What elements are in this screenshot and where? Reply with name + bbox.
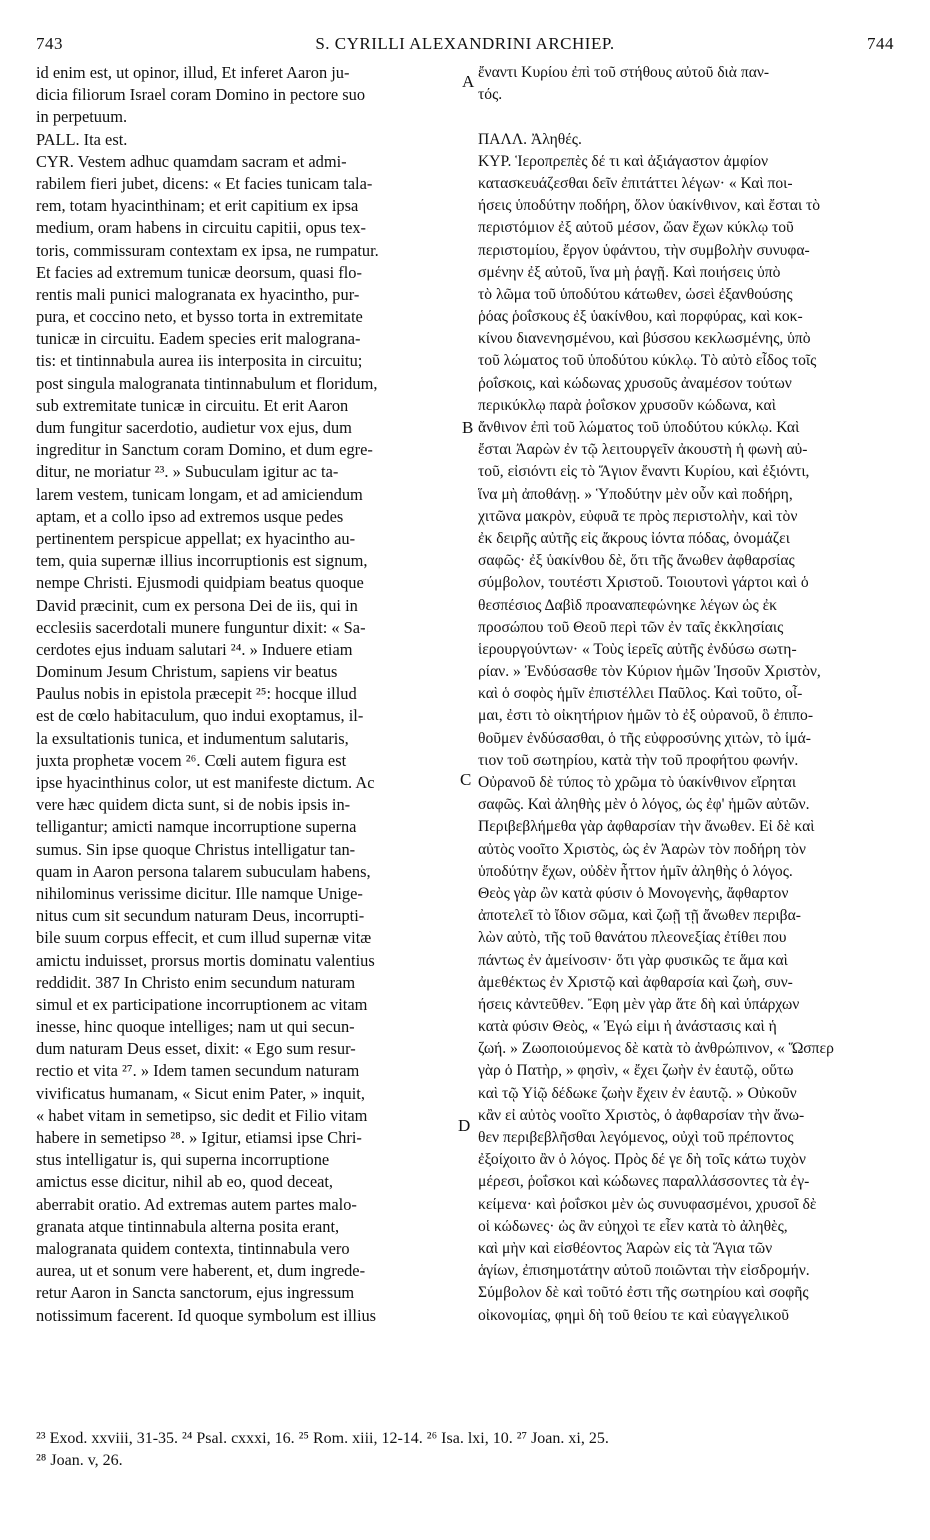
latin-text-line: vere hæc quidem dicta sunt, si de nobis ipsis in- [36,795,351,815]
footnote-line: ²⁸ Joan. v, 26. [36,1452,123,1469]
greek-text-line: περικύκλῳ παρὰ ῥοΐσκον χρυσοῦν κώδωνα, καὶ [478,396,776,414]
latin-text-line: cerdotes ejus induam salutari ²⁴. » Induere etiam [36,639,353,659]
greek-text-line: ῥοΐσκοις, καὶ κώδωνας χρυσοῦς ἀναμέσον τούτων [478,374,792,392]
latin-text-line: vivificatus humanam, « Sicut enim Pater, » inquit, [36,1083,365,1103]
latin-text-line: Paulus nobis in epistola præcepit ²⁵: hocque illud [36,684,357,704]
greek-text-line: ἐκ δειρῆς αὐτῆς εἰς ἄκρους ἰόντα πόδας, ὀνομάζει [478,529,790,547]
latin-text-line: larem vestem, tunicam longam, et ad amiciendum [36,484,363,504]
running-header [36,34,894,60]
greek-text-line: κἂν εἰ αὐτὸς νοοῖτο Χριστὸς, ὁ ἀφθαρσίαν τὴν ἄνω- [478,1106,805,1124]
greek-text-line: σαφῶς. Καὶ ἀληθὴς μὲν ὁ λόγος, ὡς ἐφ' ἡμῶν αὐτῶν. [478,796,810,814]
greek-text-line: Θεὸς γὰρ ὢν κατὰ φύσιν ὁ Μονογενὴς, ἄφθαρτον [478,884,789,902]
greek-text-line: ήσεις κἀντεῦθεν. Ἔφη μὲν γὰρ ἅτε δὴ καὶ ὑπάρχων [478,995,800,1013]
greek-text-line: κατασκευάζεσθαι δεῖν ἐπιτάττει λέγων· « Καὶ ποι- [478,174,793,192]
latin-text-line: stus intelligatur is, qui superna incorruptione [36,1150,330,1170]
greek-text-line: καὶ μὴν καὶ εἰσθέοντος Ἀαρὼν εἰς τὰ Ἅγια τῶν [478,1239,773,1257]
latin-text-line: Et facies ad extremum tunicæ deorsum, quasi flo- [36,262,362,282]
latin-text-line: rem, totam hyacinthinam; et erit capitium ex ipsa [36,196,359,216]
latin-text-line: pura, et coccino neto, et bysso torta in extremitate [36,307,363,327]
latin-text-line: tem, quia supernæ illius incorruptionis est signum, [36,551,368,571]
greek-text-line: μέρεσι, ῥοΐσκοι καὶ κώδωνες παραλλάσσοντες τὰ ἐγ- [478,1173,810,1191]
latin-text-line: telligantur; amicti namque incorruptione superna [36,817,357,837]
margin-marker-d: D [458,1116,471,1135]
latin-column [36,62,456,1327]
latin-text-line: juxta prophetæ vocem ²⁶. Cœli autem figura est [36,750,347,770]
greek-text-line: ἱερουργούντων· « Τοὺς ἱερεῖς αὐτῆς ἐνδύσω σωτη- [478,640,797,658]
latin-text-line: reddidit. 387 In Christo enim secundum naturam [36,972,356,992]
greek-text-line: ρίαν. » Ἐνδύσασθε τὸν Κύριον ἡμῶν Ἰησοῦν Χριστὸν, [478,663,821,681]
greek-text-line: ἵνα μὴ ἀποθάνῃ. » Ὑποδύτην μὲν οὖν καὶ ποδήρη, [478,485,793,503]
footnotes [36,1428,894,1472]
greek-text-line: σαφῶς· ἐξ ὑακίνθου δὲ, ὅτι τῆς ἄνωθεν ἀφθαρσίας [478,552,795,570]
margin-marker-b: B [462,418,474,437]
running-title: S. CYRILLI ALEXANDRINI ARCHIEP. [315,34,615,53]
latin-text-line: sumus. Sin ipse quoque Christus intelligatur tan- [36,839,356,859]
greek-text-line: προσώπου τοῦ Θεοῦ περὶ τῶν ἐν ταῖς ἐκκλησίαις [478,618,784,636]
greek-text-line: τὸ λῶμα τοῦ ὑποδύτου κάτωθεν, ὡσεὶ ἐξανθούσης [478,285,793,303]
greek-text-line: αὐτὸς νοοῖτο Χριστὸς, ὡς ἐν Ἀαρὼν τὸν ποδήρη τὸν [478,840,806,858]
margin-marker-c: C [460,770,472,789]
latin-text-line: tunicæ in circuitu. Eadem species erit malograna- [36,329,361,349]
latin-text-line: granata atque tintinnabula alterna posita erant, [36,1216,340,1236]
latin-text-line: amictus esse dicitur, nihil ab eo, quod deceat, [36,1172,334,1192]
latin-text-line: sub extremitate tunicæ in circuitu. Et erit Aaron [36,395,349,415]
greek-column [478,62,894,1327]
greek-text-line: τός. [478,86,503,104]
latin-text-line: toris, commissuram contextam ex ipsa, ne rumpatur. [36,240,379,260]
page-number-right: 744 [867,34,894,53]
latin-text-line: notissimum facerent. Id quoque symbolum est illius [36,1305,377,1325]
latin-text-line: nihilominus verissime dicitur. Ille namque Unige- [36,883,363,903]
latin-text-line: ipse hyacinthinus color, ut est manifeste dictum. Ac [36,773,375,792]
latin-text-line: Dominum Jesum Christum, sapiens vir beatus [36,662,338,682]
latin-text-line: PALL. Ita est. [36,129,128,149]
latin-text-line: nempe Christi. Ejusmodi quidpiam beatus quoque [36,573,364,593]
latin-text-line: la exsultationis tunica, et indumentum salutaris, [36,728,349,748]
latin-text-line: medium, oram habens in circuitu capitii, opus tex- [36,218,367,238]
greek-text-line: χιτῶνα μακρὸν, εὐφυᾶ τε πρὸς περιστολὴν, καὶ τὸν [478,507,798,525]
latin-text-line: est de cœlo habitaculum, quo indui exoptamus, il- [36,706,364,726]
greek-text-line: σμένην ἐξ αὐτοῦ, ἵνα μὴ ῥαγῇ. Καὶ ποιήσεις ὑπὸ [478,263,781,281]
greek-text-line: κατὰ φύσιν Θεὸς, « Ἐγώ εἰμι ἡ ἀνάστασις καὶ ἡ [478,1018,777,1036]
greek-text-line: οἱ κώδωνες· ὡς ἂν εὐηχοὶ τε εἶεν κατὰ τὸ ἀληθὲς, [478,1217,788,1235]
greek-text-line: μαι, ἐστι τὸ οἰκητήριον ἡμῶν τὸ ἐξ οὐρανοῦ, ὃ ἐπιπο- [478,707,814,725]
greek-text-line: λὼν αὐτὸ, τῆς τοῦ θανάτου πλεονεξίας ἐτίθει που [478,929,787,947]
latin-text-line: quam in Aaron persona talarem subuculam habens, [36,861,371,881]
greek-text-line: ἐξοίχοιτο ἂν ὁ λόγος. Πρὸς δέ γε δὴ τοῖς κάτω τυχὸν [478,1151,806,1169]
latin-text-line: retur Aaron in Sancta sanctorum, ejus ingressum [36,1283,355,1303]
latin-text-line: aptam, et a collo ipso ad extremos usque pedes [36,506,344,526]
greek-text-line: Περιβεβλήμεθα γὰρ ἀφθαρσίαν τὴν ἄνωθεν. Εἰ δὲ καὶ [478,818,815,836]
greek-text-line: τοῦ, εἰσιόντι εἰς τὸ Ἅγιον ἔναντι Κυρίου, καὶ ἐξιόντι, [478,463,810,481]
latin-text-line: id enim est, ut opinor, illud, Et inferet Aaron ju- [36,63,350,82]
latin-text-line: post singula malogranata tintinnabulum et floridum, [36,373,378,393]
greek-text-line: πάντως ἐν ἀμείνοσιν· ὅτι γὰρ φυσικῶς τε ἅμα καὶ [478,951,788,969]
greek-text-line: ΠΑΛΛ. Ἀληθές. [478,130,582,148]
greek-text-line: περιστομίου, ἔργον ὑφάντου, τὴν συμβολὴν συνυφα- [478,241,810,259]
page-number-left: 743 [36,34,63,53]
latin-text-line: « habet vitam in semetipso, sic dedit et Filio vitam [36,1105,368,1125]
greek-text-line: τοῦ λώματος τοῦ ὑποδύτου κύκλῳ. Τὸ αὐτὸ εἶδος τοῖς [478,352,817,370]
greek-text-line: σύμβολον, τουτέστι Χριστοῦ. Τοιουτονὶ γάρτοι καὶ ὁ [478,574,809,592]
latin-text-line: ecclesiis sacerdotali munere funguntur dixit: « Sa- [36,617,366,637]
greek-text-line: κίνου διανενησμένου, καὶ βύσσου κεκλωσμένης, ὑπὸ [478,330,811,348]
latin-text-line: dum naturam Deus esset, dixit: « Ego sum resur- [36,1039,356,1059]
greek-text-line: ΚΥΡ. Ἱεροπρεπὲς δέ τι καὶ ἀξιάγαστον ἀμφίον [478,152,769,170]
latin-text-line: habere in semetipso ²⁸. » Igitur, etiamsi ipse Chri- [36,1128,362,1147]
greek-text-line: θεν περιβεβλῆσθαι λεγόμενος, οὐχὶ τοῦ πρέποντος [478,1129,794,1146]
footnote-line: ²³ Exod. xxviii, 31-35. ²⁴ Psal. cxxxi, 16. ²⁵ Rom. xiii, 12-14. ²⁶ Isa. lxi, 10. ²⁷ Joan. xi, 25. [36,1430,609,1447]
latin-text-line: dicia filiorum Israel coram Domino in pectore suo [36,85,366,105]
greek-text-line: ὑποδύτην ἔχων, οὐδὲν ἧττον ἡμῖν ἀληθὴς ὁ λόγος. [478,862,793,880]
latin-text-line: aberrabit oratio. Ad extremas autem partes malo- [36,1194,357,1214]
latin-text-line: in perpetuum. [36,107,128,127]
greek-text-line: ἀποτελεῖ τὸ ἴδιον σῶμα, καὶ ζωῇ τῇ ἄνωθεν περιβα- [478,907,801,925]
latin-text-line: ditur, ne moriatur ²³. » Subuculam igitur ac ta- [36,462,339,482]
latin-text-line: CYR. Vestem adhuc quamdam sacram et admi- [36,151,347,171]
latin-text-line: ingreditur in Sanctum coram Domino, et dum egre- [36,440,373,460]
greek-text-line: κείμενα· καὶ ῥοΐσκοι μὲν ὡς συνυφασμένοι, χρυσοῖ δὲ [478,1195,817,1213]
latin-text-line: pertinentem perspicue appellat; ex hyacintho au- [36,528,356,548]
latin-text-line: nitus cum sit secundum naturam Deus, incorrupti- [36,906,365,926]
greek-text-line: ἔναντι Κυρίου ἐπὶ τοῦ στήθους αὐτοῦ διὰ παν- [478,64,770,81]
latin-text-line: bile suum corpus effecit, et cum illud supernæ vitæ [36,928,372,948]
greek-text-line: ἀμεθέκτως ἐν Χριστῷ καὶ ἀφθαρσία καὶ ζωὴ, συν- [478,973,793,991]
greek-text-line: περιστόμιον ἐξ αὐτοῦ μέσον, ὤαν ἔχων κύκλῳ τοῦ [478,219,794,237]
latin-text-line: inesse, hinc quoque intelliges; nam ut qui secun- [36,1017,355,1037]
greek-text-line: οἰκονομίας, φημὶ δὴ τοῦ θείου τε καὶ εὐαγγελικοῦ [478,1306,789,1324]
latin-text-line: malogranata quidem contexta, tintinnabula vero [36,1238,350,1258]
greek-text-line: τιον τοῦ σωτηρίου, κατὰ τὴν τοῦ προφήτου φωνήν. [478,751,799,769]
latin-text-line: simul et ex participatione incorruptionem ac vitam [36,994,368,1014]
greek-text-line: Οὐρανοῦ δὲ τύπος τὸ χρῶμα τὸ ὑακίνθινον εἴρηται [478,774,797,791]
latin-text-line: tis: et tintinnabula aurea iis interposita in circuitu; [36,351,363,371]
greek-text-line: ζωή. » Ζωοποιούμενος δὲ κατὰ τὸ ἀνθρώπινον, « Ὥσπερ [478,1040,834,1058]
latin-text-line: David præcinit, cum ex persona Dei de iis, qui in [36,595,358,615]
latin-text-line: rectio et vita ²⁷. » Idem tamen secundum naturam [36,1061,360,1081]
greek-text-line: καὶ ὁ σοφὸς ἡμῖν ἐπιστέλλει Παῦλος. Καὶ τοῦτο, οἶ- [478,685,803,703]
greek-text-line: θεσπέσιος Δαβὶδ προαναπεφώνηκε λέγων ὡς ἐκ [478,596,778,614]
latin-text-line: dum fungitur sacerdotio, audietur vox ejus, dum [36,418,352,437]
greek-text-line: ῥόας ῥοΐσκους ἐξ ὑακίνθου, καὶ πορφύρας, καὶ κοκ- [478,308,803,326]
greek-text-line: ἔσται Ἀαρὼν ἐν τῷ λειτουργεῖν ἀκουστὴ ἡ φωνὴ αὐ- [478,441,808,459]
latin-text-line: amictu induisset, prorsus mortis dominatu valentius [36,950,375,970]
greek-text-line: ἄνθινον ἐπὶ τοῦ λώματος τοῦ ὑποδύτου κύκλῳ. Καὶ [478,419,800,436]
greek-text-line: γὰρ ὁ Πατὴρ, » φησὶν, « ἔχει ζωὴν ἐν ἑαυτῷ, οὕτω [478,1062,794,1080]
greek-text-line: ήσεις ὑποδύτην ποδήρη, ὅλον ὑακίνθινον, καὶ ἔσται τὸ [478,197,821,215]
greek-text-line: Σύμβολον δὲ καὶ τοῦτό ἐστι τῆς σωτηρίου καὶ σοφῆς [478,1284,809,1302]
latin-text-line: rentis mali punici malogranata ex hyacintho, pur- [36,284,360,304]
greek-text-line [478,106,894,128]
margin-marker-a: A [462,72,475,91]
greek-text-line: ἁγίων, ἐπισημοτάτην αὐτοῦ ποιῶνται τὴν εἰσδρομήν. [478,1262,810,1280]
latin-text-line: rabilem fieri jubet, dicens: « Et facies tunicam tala- [36,173,373,193]
latin-text-line: aurea, ut et sonum vere haberent, et, dum ingrede- [36,1261,366,1281]
greek-text-line: θοῦμεν ἐνδύσασθαι, ὁ τῆς εὐφροσύνης χιτὼν, τὸ ἱμά- [478,729,811,747]
greek-text-line: καὶ τῷ Υἱῷ δέδωκε ζωὴν ἔχειν ἐν ἑαυτῷ. » Οὐκοῦν [478,1084,797,1102]
